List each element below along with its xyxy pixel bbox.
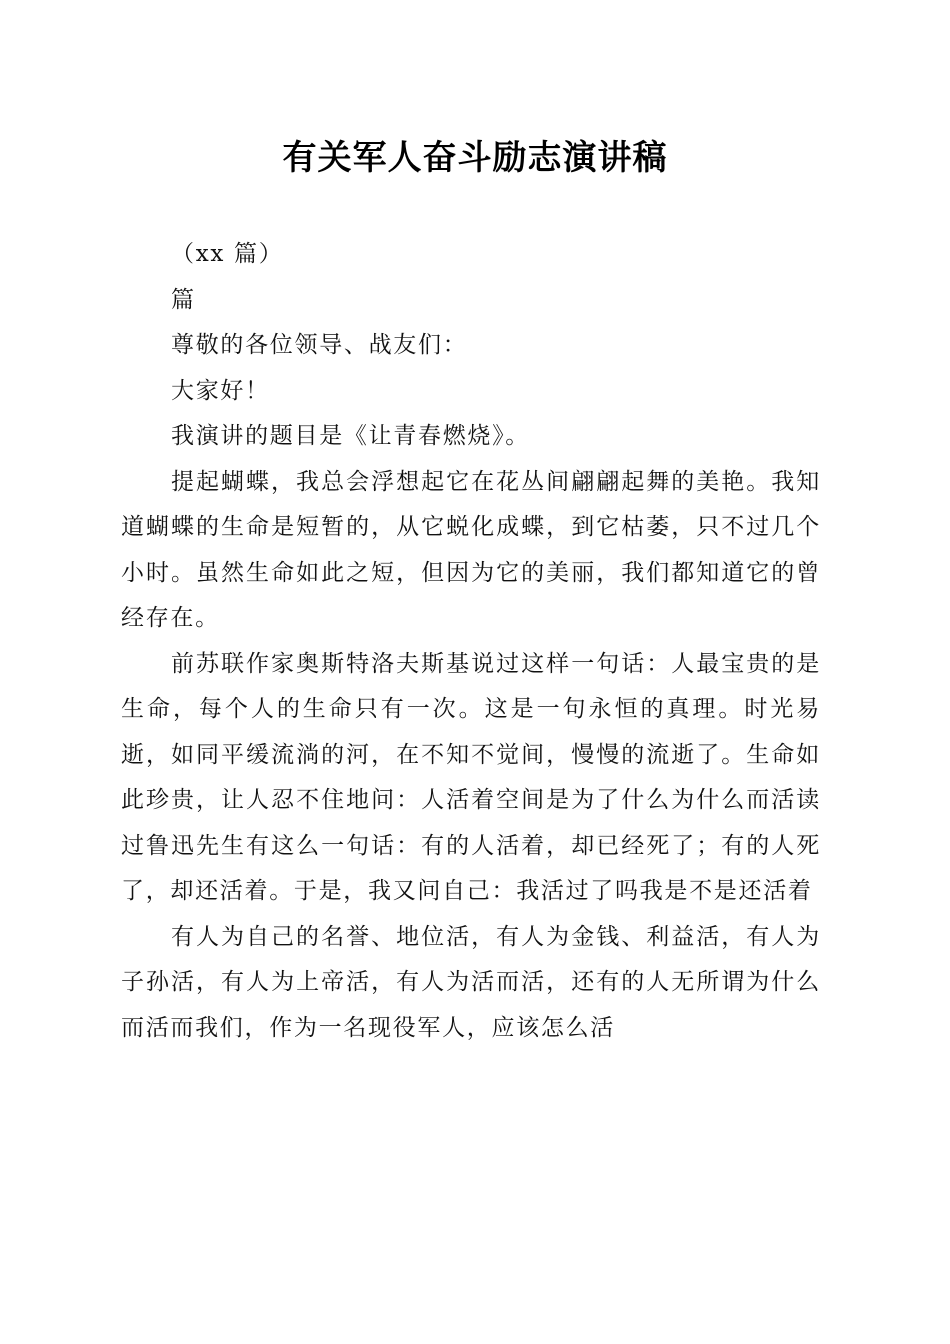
paragraph-how-to-live: 有人为自己的名誉、地位活，有人为金钱、利益活，有人为子孙活，有人为上帝活，有人为活而活，还有的人无所谓为什么而活而我们，作为一名现役军人，应该怎么活 <box>121 923 821 1041</box>
paragraph-butterfly: 提起蝴蝶，我总会浮想起它在花丛间翩翩起舞的美艳。我知道蝴蝶的生命是短暂的，从它蜕化成蝶，到它枯萎，只不过几个小时。虽然生命如此之短，但因为它的美丽，我们都知道它的曾经存在。 <box>121 468 821 631</box>
document-body <box>121 232 821 1051</box>
paragraph-speech-topic: 我演讲的题目是《让青春燃烧》。 <box>171 423 530 449</box>
paragraph-volume-note: （xx 篇） <box>171 241 284 267</box>
paragraph-section-label: 篇 <box>171 286 196 313</box>
paragraph-greeting: 大家好！ <box>171 377 270 404</box>
paragraph-salutation: 尊敬的各位领导、战友们： <box>171 332 468 358</box>
paragraph-life-quote: 前苏联作家奥斯特洛夫斯基说过这样一句话：人最宝贵的是生命，每个人的生命只有一次。这是一句永恒的真理。时光易逝，如同平缓流淌的河，在不知不觉间，慢慢的流逝了。生命如此珍贵，让人忍不住地问：人活着空间是为了什么为什么而活读过鲁迅先生有这么一句话：有的人活着，却已经死了；有的人死了，却还活着。于是，我又问自己：我活过了吗我是不是还活着 <box>121 650 821 904</box>
document-title: 有关军人奋斗励志演讲稿 <box>282 138 668 178</box>
